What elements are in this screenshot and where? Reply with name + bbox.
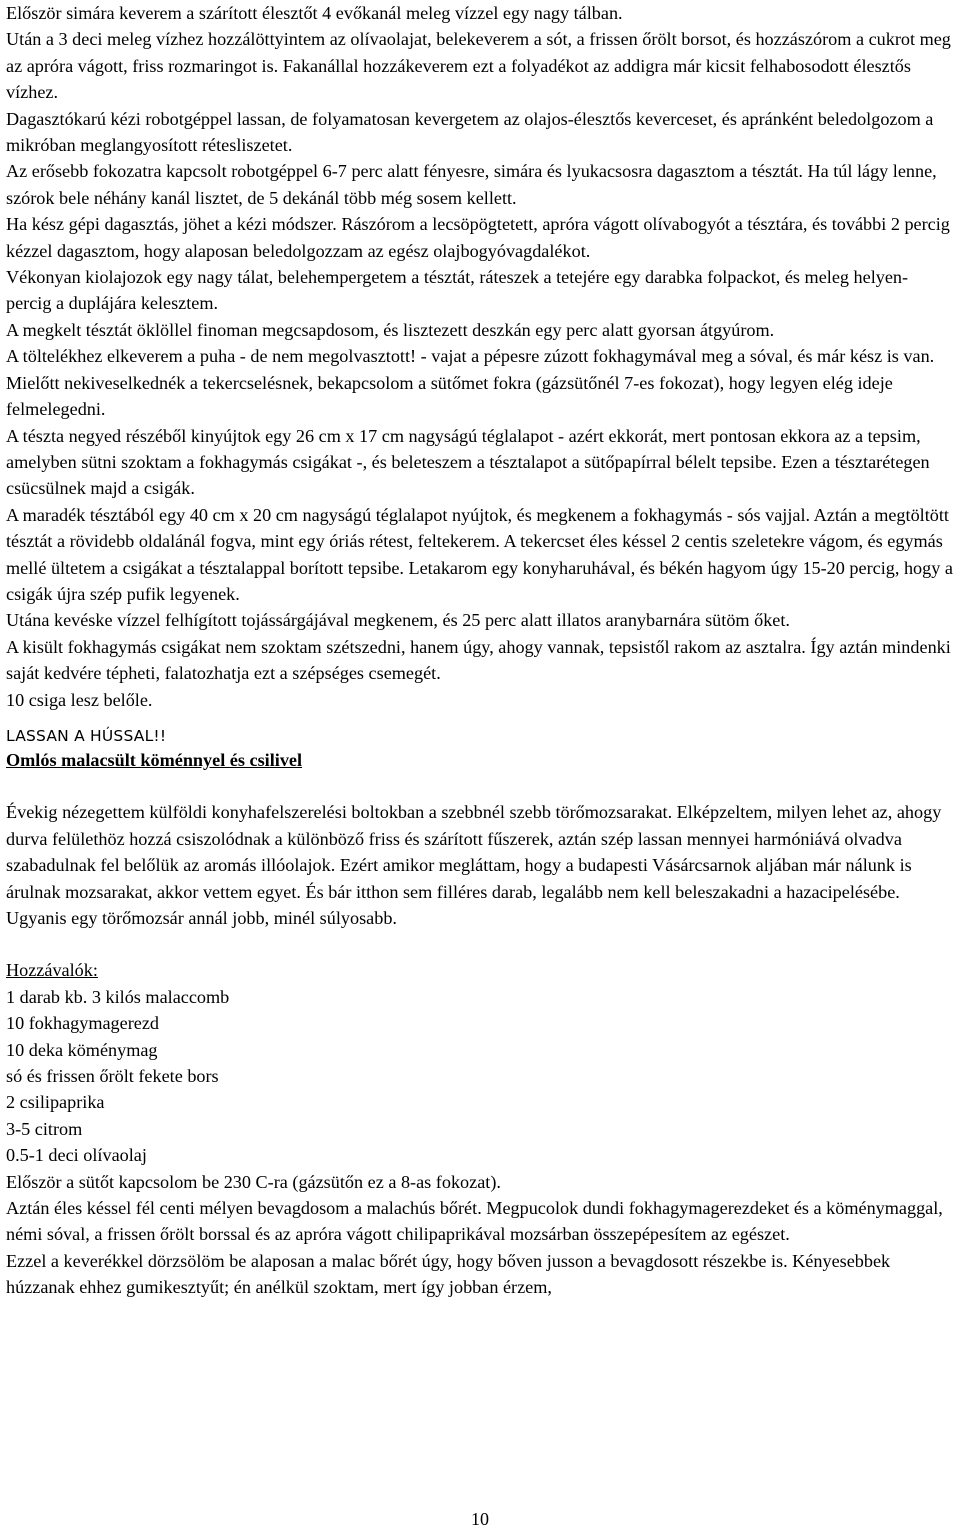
paragraph: Aztán éles késsel fél centi mélyen bevagdosom a malachús bőrét. Megpucolok dundi fokhagymagerezdeket és a köménymaggal, némi sóval, a frissen őrölt borssal és az apróra vágott chilipaprikával mozsárban összepépesítem az egészet. [6, 1198, 943, 1245]
paragraph: Utána kevéske vízzel felhígított tojássárgájával megkenem, és 25 perc alatt illatos aranybarnára sütöm őket. [6, 610, 790, 631]
paragraph: A tészta negyed részéből kinyújtok egy 26 cm x 17 cm nagyságú téglalapot - azért ekkorát, mert pontosan ekkora az a tepsim, amelyben sütni szoktam a fokhagymás csigákat -, és beleteszem a tésztalapot a sütőpapírral bélelt tepsibe. Ezen a tésztarétegen csücsülnek majd a csigák. [6, 425, 930, 499]
ingredients-header: Hozzávalók: [6, 960, 98, 981]
paragraph: A maradék tésztából egy 40 cm x 20 cm nagyságú téglalapot nyújtok, és megkenem a fokhagymás - sós vajjal. Aztán a megtöltött tésztát a rövidebb oldalánál fogva, mint egy óriás rétest, feltekerem. A tekercset éles késsel 2 centis szeletekre vágom, és egymás mellé ültetem a csigákat a tésztalappal borított tepsibe. Letakarom egy konyharuhával, és békén hagyom úgy 15-20 percig, hogy a csigák újra szép pufik legyenek. [6, 504, 953, 604]
method-section [6, 1169, 956, 1301]
ingredient-item: só és frissen őrölt fekete bors [6, 1066, 219, 1087]
paragraph: A kisült fokhagymás csigákat nem szoktam szétszedni, hanem úgy, ahogy vannak, tepsistől rakom az asztalra. Így aztán mindenki saját kedvére tépheti, falatozhatja ezt a szépséges csemegét. [6, 636, 951, 684]
paragraph: A töltelékhez elkeverem a puha - de nem megolvasztott! - vajat a pépesre zúzott fokhagymával meg a sóval, és már kész is van. [6, 346, 935, 367]
ingredient-item: 1 darab kb. 3 kilós malaccomb [6, 986, 230, 1007]
paragraph: Az erősebb fokozatra kapcsolt robotgéppel 6-7 perc alatt fényesre, simára és lyukacsosra dagasztom a tésztát. Ha túl lágy lenne, szórok bele néhány kanál lisztet, de 5 dekánál több még sosem kellett. [6, 161, 937, 208]
ingredient-item: 10 fokhagymagerezd [6, 1013, 160, 1034]
paragraph: 10 csiga lesz belőle. [6, 689, 153, 710]
paragraph: Mielőtt nekiveselkednék a tekercselésnek, bekapcsolom a sütőmet fokra (gázsütőnél 7-es fokozat), hogy legyen elég ideje felmelegedni. [6, 372, 893, 420]
paragraph: Először simára keverem a szárított élesztőt 4 evőkanál meleg vízzel egy nagy tálban. [6, 3, 623, 23]
paragraph: Után a 3 deci meleg vízhez hozzálöttyintem az olívaolajat, belekeverem a sót, a frissen őrölt borsot, és hozzászórom a cukrot meg az apróra vágott, friss rozmaringot is. Fakanállal hozzákeverem ezt a folyadékot az addigra már kicsit felhabosodott élesztős vízhez. [6, 29, 951, 103]
page-number: 10 [471, 1509, 489, 1529]
ingredient-item: 2 csilipaprika [6, 1092, 105, 1113]
spacer [6, 773, 956, 799]
paragraph: A megkelt tésztát öklöllel finoman megcsapdosom, és lisztezett deszkán egy perc alatt gyorsan átgyúrom. [6, 319, 775, 340]
ingredient-item: 10 deka köménymag [6, 1039, 158, 1060]
intro-section [6, 0, 956, 713]
paragraph: Először a sütőt kapcsolom be 230 C-ra (gázsütőn ez a 8-as fokozat). [6, 1171, 501, 1192]
paragraph: Dagasztókarú kézi robotgéppel lassan, de folyamatosan kevergetem az olajos-élesztős keverceset, és apránként beledolgozom a mikróban meglangyosított rétesliszetet. [6, 108, 934, 156]
ingredient-item: 3-5 citrom [6, 1118, 83, 1139]
recipe-title: Omlós malacsült köménnyel és csilivel [6, 749, 303, 770]
document-page [6, 0, 956, 1301]
paragraph: Vékonyan kiolajozok egy nagy tálat, belehempergetem a tésztát, ráteszek a tetejére egy darabka folpackot, és meleg helyen- percig a duplájára kelesztem. [6, 267, 909, 314]
paragraph: Ezzel a keverékkel dörzsölöm be alaposan a malac bőrét úgy, hogy bőven jusson a bevagdosott részekbe is. Kényesebbek húzzanak ehhez gumikesztyűt; én anélkül szoktam, mert így jobban érzem, [6, 1250, 891, 1298]
spacer [6, 713, 956, 725]
paragraph: Ha kész gépi dagasztás, jöhet a kézi módszer. Rászórom a lecsöpögtetett, apróra vágott olívabogyót a tésztára, és további 2 percig kézzel dagasztom, hogy alaposan beledolgozzam az egész olajbogyóvagdalékot. [6, 214, 950, 261]
story-paragraph: Évekig nézegettem külföldi konyhafelszerelési boltokban a szebbnél szebb törőmozsarakat. Elképzeltem, milyen lehet az, ahogy durva felülethöz hozzá csiszolódnak a különböző friss és szárított fűszerek, aztán szép lassan mennyei harmóniává olvadva szabadulnak fel belőlük az aromás illóolajok. Ezért amikor megláttam, hogy a budapesti Vásárcsarnok aljában már nálunk is árulnak mozsarakat, akkor vettem egyet. És bár itthon sem filléres darab, legalább nem kell beleszakadni a hazacipelésébe. Ugyanis egy törőmozsár annál jobb, minél súlyosabb. [6, 802, 942, 928]
section-heading: LASSAN A HÚSSAL!! [6, 726, 167, 745]
spacer [6, 931, 956, 957]
ingredient-item: 0.5-1 deci olívaolaj [6, 1145, 147, 1166]
ingredients-list [6, 984, 956, 1169]
